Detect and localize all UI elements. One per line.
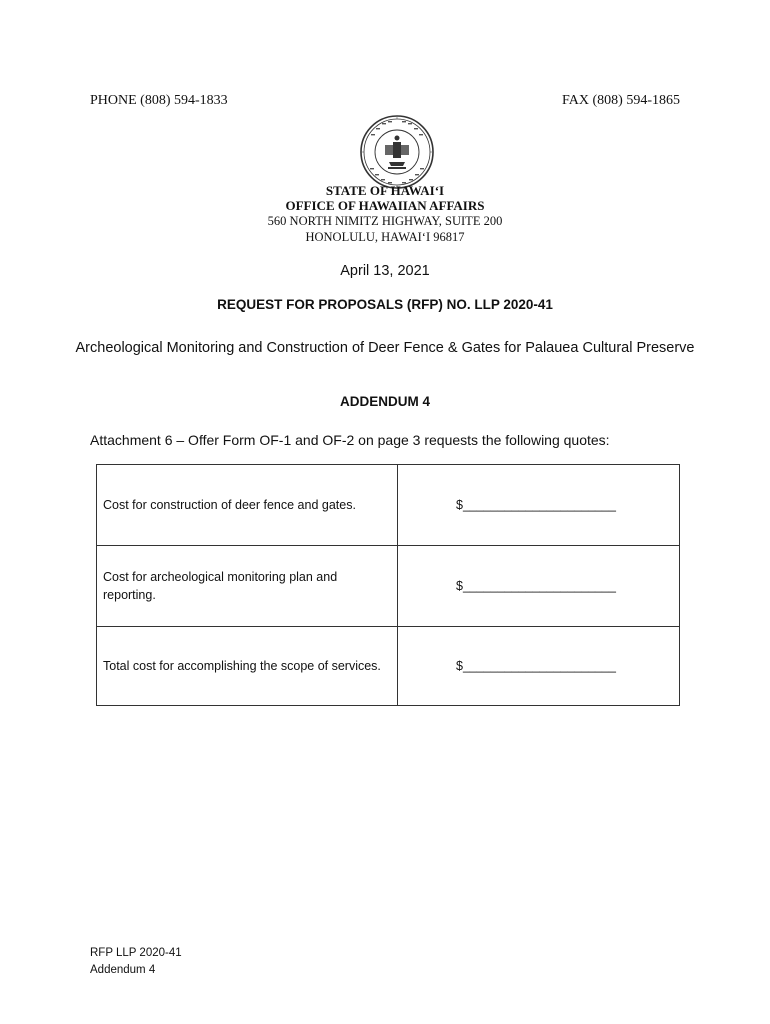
state-seal-icon <box>359 114 435 190</box>
table-row <box>97 546 680 627</box>
address-line-2: HONOLULU, HAWAI‘I 96817 <box>305 230 465 244</box>
quote-amount-field[interactable]: $______________________ <box>398 546 680 627</box>
project-title: Archeological Monitoring and Construction of Deer Fence & Gates for Palauea Cultural Preserve <box>75 340 695 356</box>
quote-description: Total cost for accomplishing the scope of services. <box>97 627 398 706</box>
intro-text: Attachment 6 – Offer Form OF-1 and OF-2 on page 3 requests the following quotes: <box>90 432 610 448</box>
document-date: April 13, 2021 <box>340 263 430 279</box>
state-name: STATE OF HAWAI‘I <box>325 183 445 198</box>
footer-addendum: Addendum 4 <box>90 964 156 976</box>
fax-number: FAX (808) 594-1865 <box>562 93 680 108</box>
rfp-title: REQUEST FOR PROPOSALS (RFP) NO. LLP 2020-41 <box>217 297 553 312</box>
quote-amount-field[interactable]: $______________________ <box>398 627 680 706</box>
table-row <box>97 627 680 706</box>
quote-table <box>96 464 680 706</box>
table-row <box>97 465 680 546</box>
footer-rfp-number: RFP LLP 2020-41 <box>90 947 182 959</box>
office-name: OFFICE OF HAWAIIAN AFFAIRS <box>285 198 485 213</box>
phone-number: PHONE (808) 594-1833 <box>90 93 228 108</box>
address-line-1: 560 NORTH NIMITZ HIGHWAY, SUITE 200 <box>267 214 503 228</box>
quote-description: Cost for archeological monitoring plan and reporting. <box>97 546 398 627</box>
addendum-title: ADDENDUM 4 <box>339 394 430 409</box>
quote-amount-field[interactable]: $______________________ <box>398 465 680 546</box>
quote-description: Cost for construction of deer fence and gates. <box>97 465 398 546</box>
